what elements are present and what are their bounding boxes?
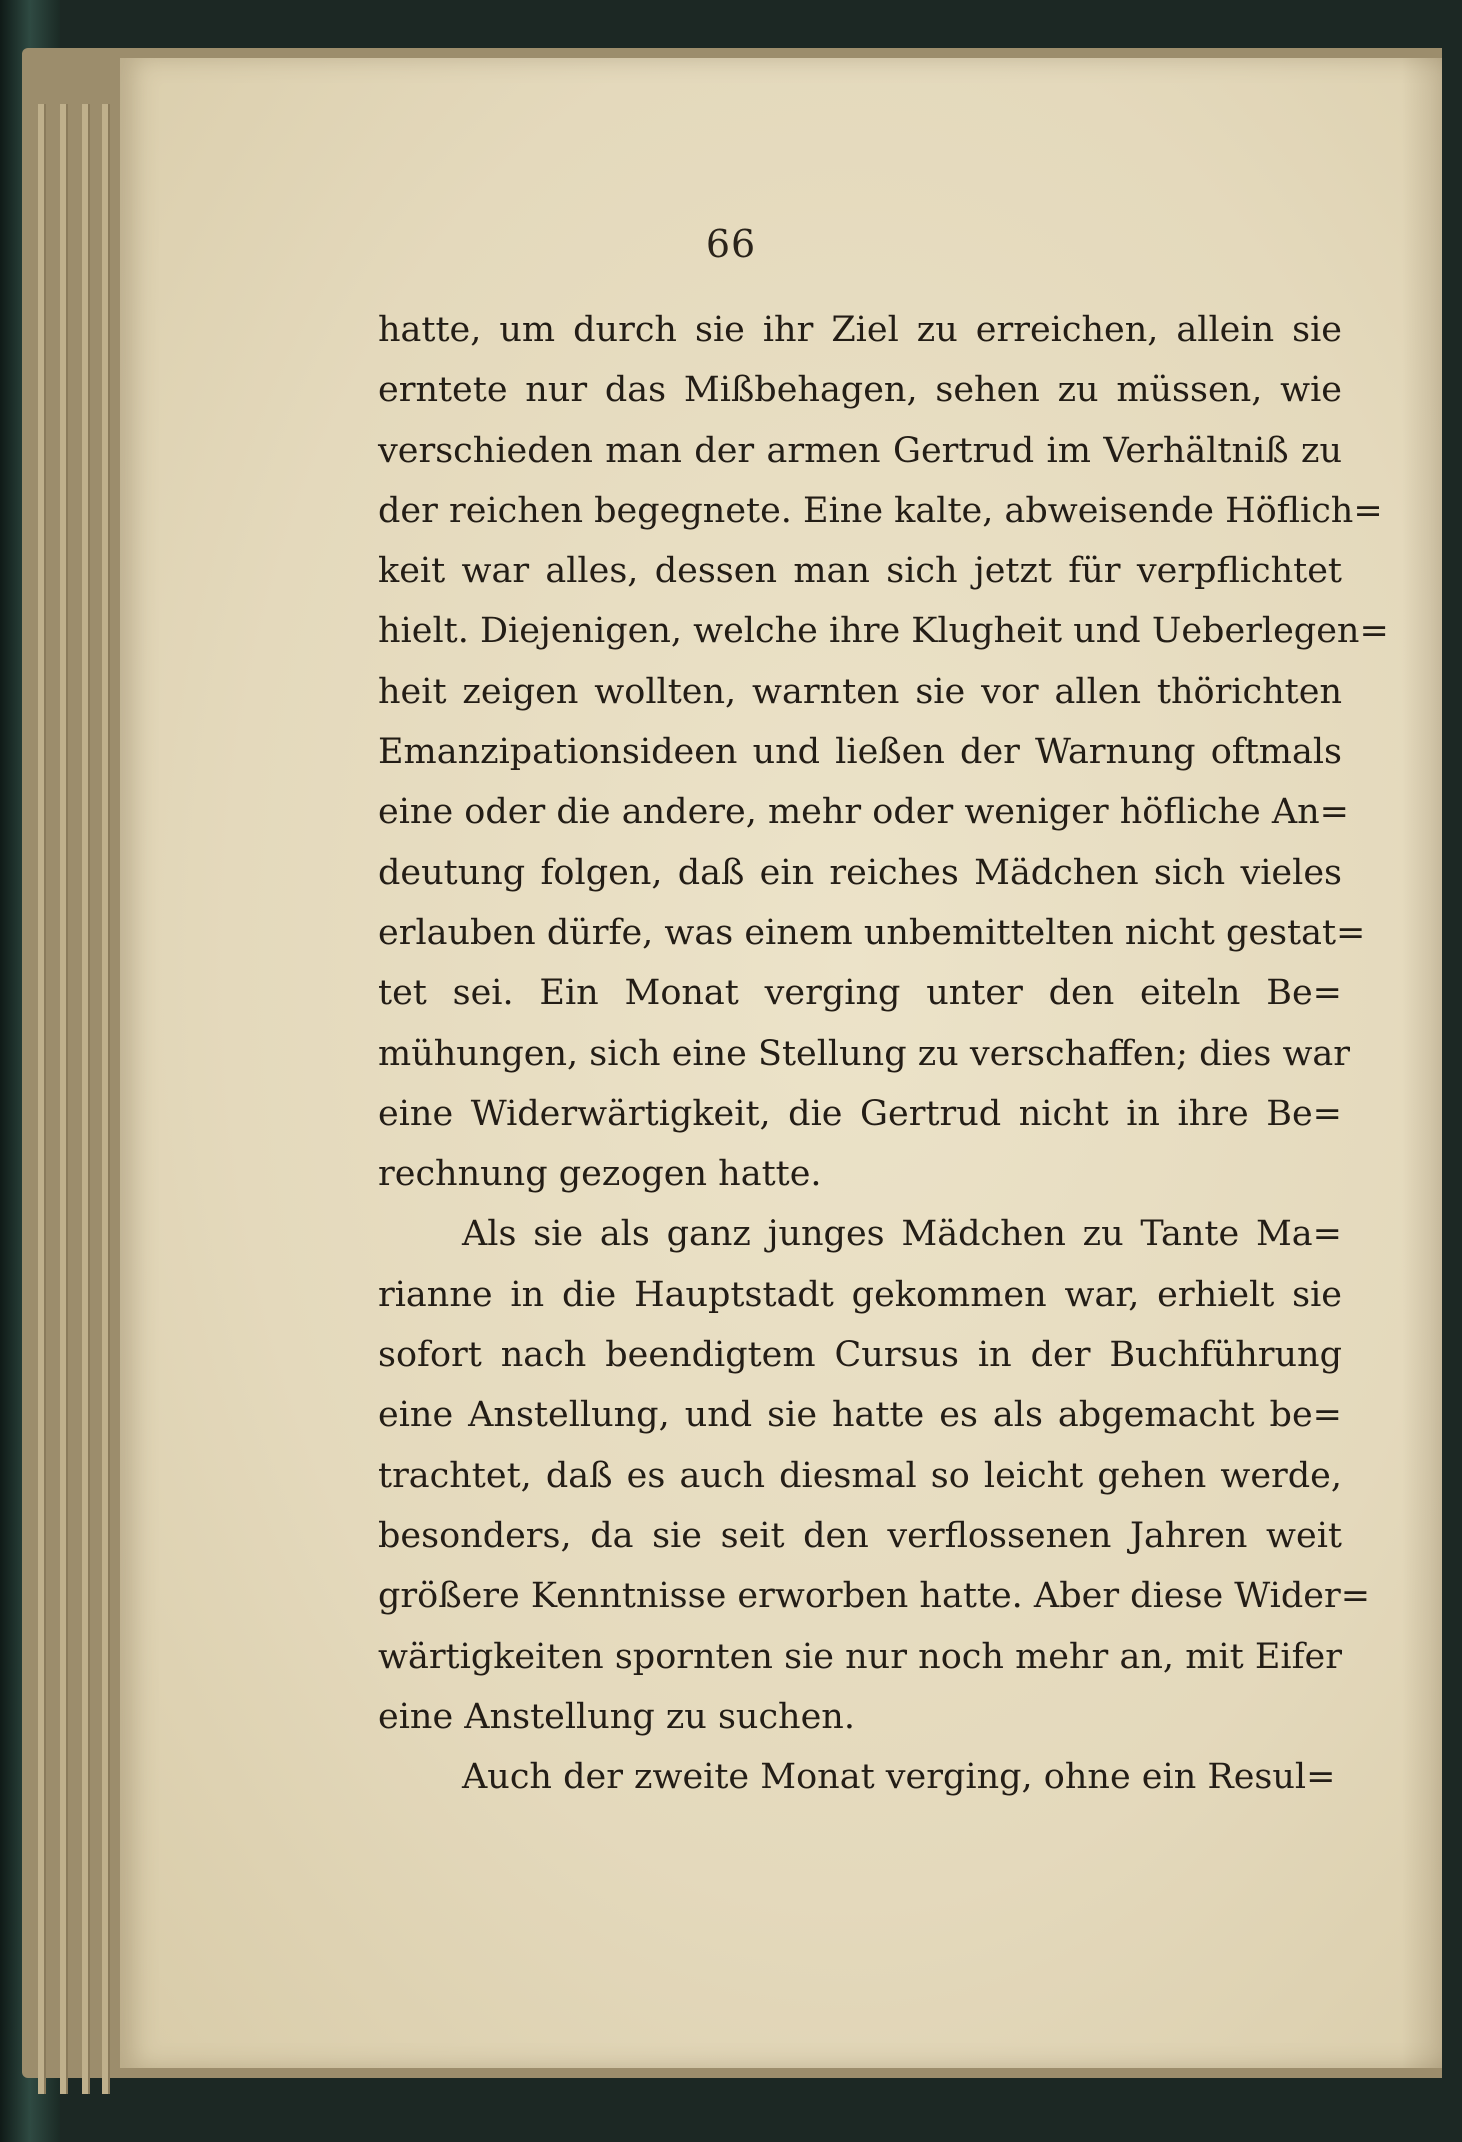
paragraph (378, 1204, 1371, 1747)
text-line: Emanzipationsideen und ließen der Warnung oftmals (378, 732, 1342, 773)
text-line: wärtigkeiten spornten sie nur noch mehr an, mit Eifer (378, 1636, 1342, 1677)
page-number: 66 (705, 222, 757, 266)
page-edge (102, 104, 110, 2094)
text-line: sofort nach beendigtem Cursus in der Buchführung (378, 1335, 1342, 1376)
text-line: besonders, da sie seit den verflossenen Jahren weit (378, 1515, 1342, 1556)
text-line: eine Anstellung zu suchen. (378, 1696, 855, 1737)
text-line: erntete nur das Mißbehagen, sehen zu müssen, wie (378, 370, 1342, 411)
paragraph (378, 300, 1389, 1204)
text-line: erlauben dürfe, was einem unbemittelten nicht gestat= (378, 912, 1366, 953)
text-line: verschieden man der armen Gertrud im Verhältniß zu (378, 430, 1342, 471)
text-line: eine oder die andere, mehr oder weniger höfliche An= (378, 792, 1349, 833)
text-line: heit zeigen wollten, warnten sie vor allen thörichten (378, 671, 1342, 712)
paragraph (378, 1747, 1342, 1807)
page-shading (1402, 58, 1442, 2068)
page-edge (60, 104, 68, 2094)
text-line: hatte, um durch sie ihr Ziel zu erreichen, allein sie (378, 310, 1342, 350)
page-edge (82, 104, 90, 2094)
page-text (378, 300, 1389, 1807)
text-line: trachtet, daß es auch diesmal so leicht gehen werde, (378, 1455, 1342, 1496)
text-line: eine Anstellung, und sie hatte es als abgemacht be= (378, 1395, 1342, 1436)
text-line: eine Widerwärtigkeit, die Gertrud nicht in ihre Be= (378, 1093, 1342, 1134)
text-line: rechnung gezogen hatte. (378, 1154, 822, 1195)
text-line: mühungen, sich eine Stellung zu verschaffen; dies war (378, 1033, 1351, 1074)
text-line: rianne in die Hauptstadt gekommen war, erhielt sie (378, 1274, 1342, 1315)
text-line: hielt. Diejenigen, welche ihre Klugheit und Ueberlegen= (378, 611, 1389, 652)
text-line: tet sei. Ein Monat verging unter den eiteln Be= (378, 973, 1342, 1014)
text-line: Als sie als ganz junges Mädchen zu Tante Ma= (462, 1214, 1342, 1255)
page-edge (38, 104, 46, 2094)
text-line: deutung folgen, daß ein reiches Mädchen sich vieles (378, 852, 1342, 893)
text-line: der reichen begegnete. Eine kalte, abweisende Höflich= (378, 490, 1383, 531)
text-line: größere Kenntnisse erworben hatte. Aber diese Wider= (378, 1576, 1371, 1617)
text-line: Auch der zweite Monat verging, ohne ein Resul= (462, 1757, 1336, 1798)
text-line: keit war alles, dessen man sich jetzt für verpflichtet (378, 551, 1342, 592)
